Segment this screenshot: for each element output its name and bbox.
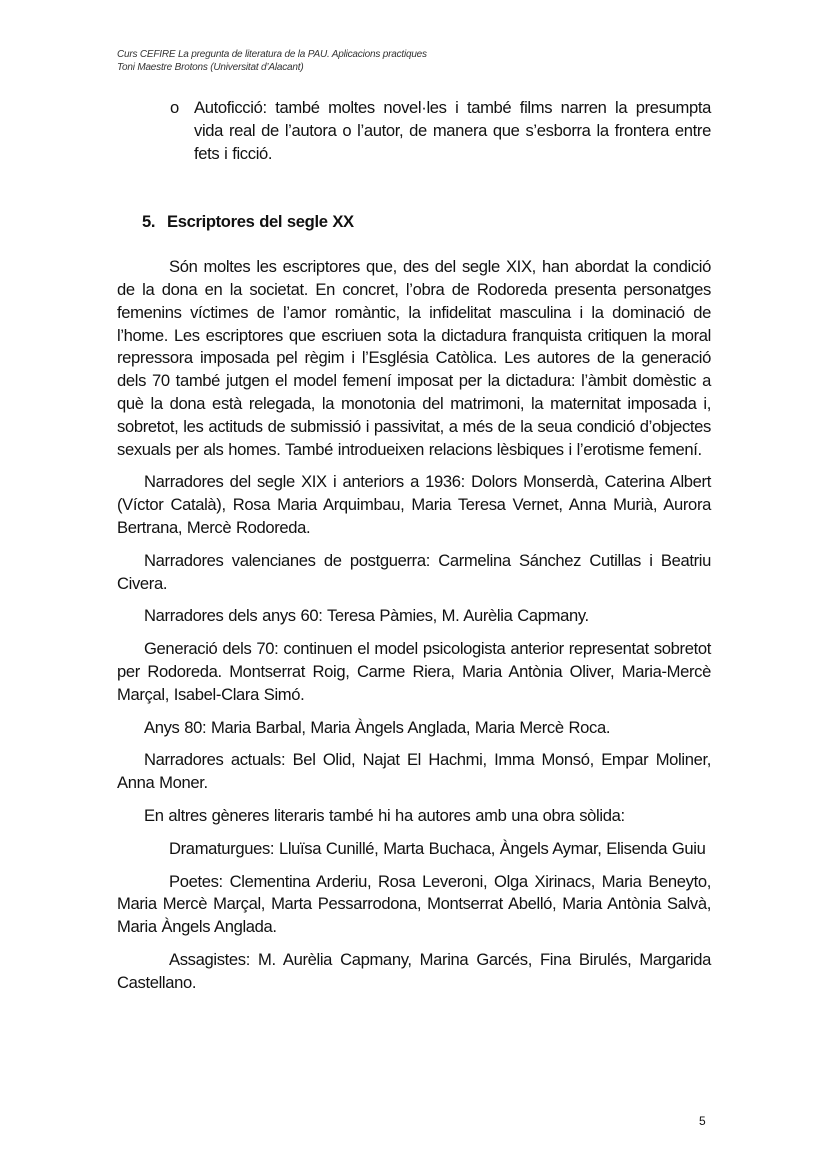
paragraph-intro: Són moltes les escriptores que, des del segle XIX, han abordat la condició de la dona en la societat. En concret, l’obra de Rodoreda presenta personatges femenins víctimes de l’amor romàntic, la infidelitat masculina i la dominació de l’home. Les escriptores que escriuen sota la dictadura franquista critiquen la moral repressora imposada pel règim i l’Església Catòlica. Les autores de la generació dels 70 també jutgen el model femení imposat per la dictadura: l’àmbit domèstic a què la dona està relegada, la monotonia del matrimoni, la maternitat imposada i, sobretot, les actituds de submissió i passivitat, a més de la seua condició d’objectes sexuals per als homes. També introdueixen relacions lèsbiques i l’erotisme femení.	[117, 257, 711, 459]
paragraph: Narradores del segle XIX i anteriors a 1936: Dolors Monserdà, Caterina Albert (Víctor Català), Rosa Maria Arquimbau, Maria Teresa Vernet, Anna Murià, Aurora Bertrana, Mercè Rodoreda.	[117, 472, 711, 537]
section-title: Escriptores del segle XX	[167, 212, 354, 232]
page-body	[117, 97, 711, 1005]
paragraph: Narradores valencianes de postguerra: Carmelina Sánchez Cutillas i Beatriu Civera.	[117, 550, 711, 593]
paragraph: Anys 80: Maria Barbal, Maria Àngels Anglada, Maria Mercè Roca.	[144, 717, 611, 737]
paragraph: Narradores actuals: Bel Olid, Najat El Hachmi, Imma Monsó, Empar Moliner, Anna Moner.	[117, 750, 711, 793]
paragraph: Generació dels 70: continuen el model psicologista anterior representat sobretot per Rodoreda. Montserrat Roig, Carme Riera, Maria Antònia Oliver, Maria-Mercè Marçal, Isabel-Clara Simó.	[117, 639, 711, 704]
paragraph: Assagistes: M. Aurèlia Capmany, Marina Garcés, Fina Birulés, Margarida Castellano.	[117, 949, 711, 992]
running-header	[117, 48, 427, 74]
paragraph: Dramaturgues: Lluïsa Cunillé, Marta Buchaca, Àngels Aymar, Elisenda Guiu	[169, 838, 706, 858]
paragraph: Narradores dels anys 60: Teresa Pàmies, M. Aurèlia Capmany.	[144, 606, 589, 626]
bullet-text: Autoficció: també moltes novel·les i també films narren la presumpta vida real de l’autora o l’autor, de manera que s’esborra la frontera entre fets i ficció.	[194, 98, 711, 163]
page-number: 5	[699, 1114, 706, 1128]
header-course-title: Curs CEFIRE La pregunta de literatura de la PAU. Aplicacions practiques	[117, 49, 427, 60]
bullet-item	[117, 97, 711, 165]
header-author: Toni Maestre Brotons (Universitat d’Alacant)	[117, 62, 304, 73]
section-heading	[117, 211, 711, 234]
paragraph: Poetes: Clementina Arderiu, Rosa Leveroni, Olga Xirinacs, Maria Beneyto, Maria Mercè Marçal, Marta Pessarrodona, Montserrat Abelló, Maria Antònia Salvà, Maria Àngels Anglada.	[117, 871, 711, 937]
paragraph: En altres gèneres literaris també hi ha autores amb una obra sòlida:	[144, 805, 625, 825]
bullet-circle-icon: o	[170, 98, 179, 117]
section-number: 5.	[142, 212, 156, 232]
